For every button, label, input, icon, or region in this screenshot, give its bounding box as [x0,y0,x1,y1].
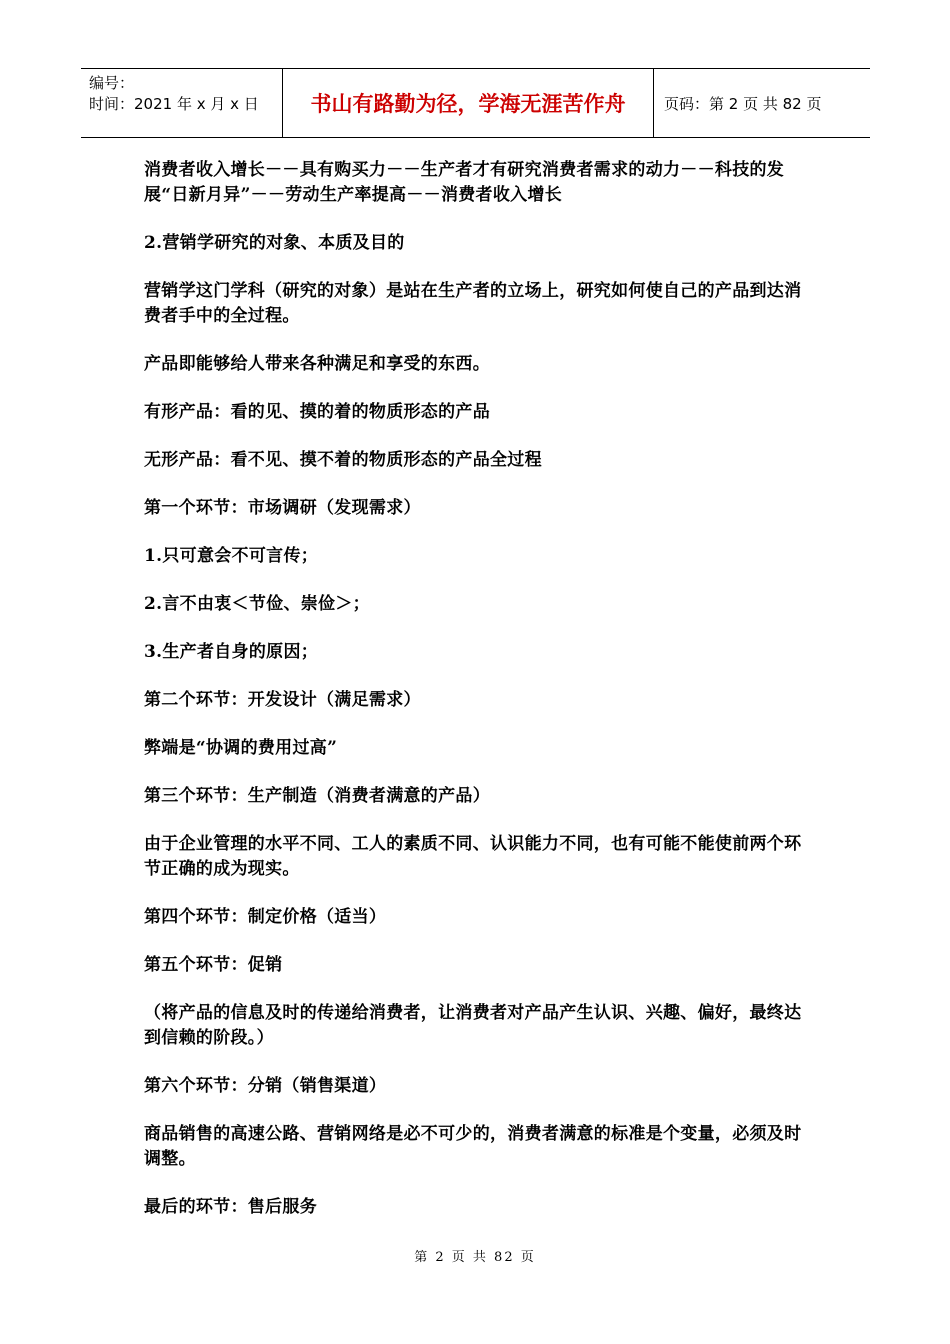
page-footer: 第 2 页 共 82 页 [414,1250,536,1265]
step-heading: 第五个环节：促销 [144,955,283,975]
paragraph: 无形产品：看不见、摸不着的物质形态的产品全过程 [144,450,542,470]
step-heading: 第四个环节：制定价格（适当） [144,907,387,927]
step-heading: 第三个环节：生产制造（消费者满意的产品） [144,786,490,806]
paragraph: 产品即能够给人带来各种满足和享受的东西。 [144,354,490,374]
paragraph: 由于企业管理的水平不同、工人的素质不同、认识能力不同，也有可能不能使前两个环节正确的成为现实。 [144,834,802,879]
page-header [81,68,870,138]
list-item: 2.言不由衷＜节俭、崇俭＞； [144,594,370,614]
document-body [144,158,809,1243]
paragraph: （将产品的信息及时的传递给消费者，让消费者对产品产生认识、兴趣、偏好，最终达到信赖的阶段。） [144,1003,802,1048]
paragraph: 消费者收入增长－－具有购买力－－生产者才有研究消费者需求的动力－－科技的发展“日新月异”－－劳动生产率提高－－消费者收入增长 [144,160,785,205]
header-motto: 书山有路勤为径，学海无涯苦作舟 [282,69,654,137]
number-label: 编号： [89,74,135,92]
paragraph: 营销学这门学科（研究的对象）是站在生产者的立场上，研究如何使自己的产品到达消费者手中的全过程。 [144,281,802,326]
paragraph: 商品销售的高速公路、营销网络是必不可少的，消费者满意的标准是个变量，必须及时调整。 [144,1124,802,1169]
section-heading: 2.营销学研究的对象、本质及目的 [144,233,405,253]
paragraph: 有形产品：看的见、摸的着的物质形态的产品 [144,402,490,422]
step-heading: 最后的环节：售后服务 [144,1197,317,1217]
time-label: 时间：2021 年 x 月 x 日 [89,95,259,113]
list-item: 1.只可意会不可言传； [144,546,319,566]
step-heading: 第一个环节：市场调研（发现需求） [144,498,421,518]
paragraph: 弊端是“协调的费用过高” [144,738,338,758]
header-meta [81,69,282,137]
step-heading: 第六个环节：分销（销售渠道） [144,1076,387,1096]
header-page-number: 页码：第 2 页 共 82 页 [664,94,822,113]
step-heading: 第二个环节：开发设计（满足需求） [144,690,421,710]
list-item: 3.生产者自身的原因； [144,642,319,662]
